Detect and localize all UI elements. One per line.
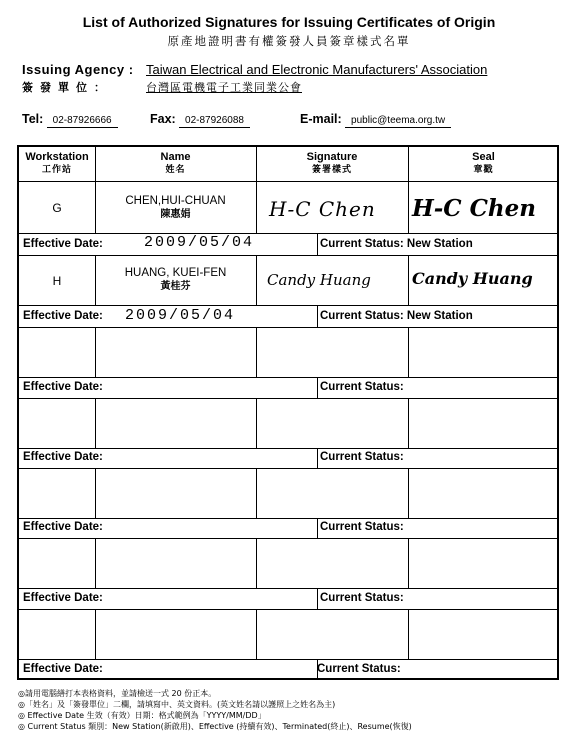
agency-label-zh: 簽發單位： bbox=[22, 81, 112, 94]
seal-huang: Candy Huang bbox=[412, 269, 533, 288]
col-divider bbox=[256, 327, 257, 377]
name-en-chen: CHEN,HUI-CHUAN bbox=[125, 195, 226, 207]
col-divider bbox=[95, 538, 96, 588]
agency-label-en: Issuing Agency : bbox=[22, 62, 134, 77]
col-divider bbox=[408, 609, 409, 659]
col-divider bbox=[256, 538, 257, 588]
signature-huang: Candy Huang bbox=[267, 271, 371, 289]
header-name bbox=[95, 151, 256, 177]
header-workstation bbox=[19, 151, 95, 177]
seal-chen: H-C Chen bbox=[412, 195, 536, 222]
agency-value-en: Taiwan Electrical and Electronic Manufacturers' Association bbox=[146, 62, 488, 77]
row-divider bbox=[19, 588, 557, 589]
current-status-huang bbox=[320, 310, 473, 322]
col-divider bbox=[256, 398, 257, 448]
email-label: E-mail: bbox=[300, 112, 342, 126]
instruction-notes bbox=[18, 688, 412, 732]
effective-date-huang: 2009/05/04 bbox=[125, 307, 236, 324]
header-workstation-zh: 工作站 bbox=[41, 165, 72, 175]
tel-block bbox=[22, 112, 118, 128]
tel-label: Tel: bbox=[22, 112, 44, 126]
col-divider bbox=[95, 327, 96, 377]
row-divider bbox=[19, 233, 557, 234]
col-divider bbox=[256, 468, 257, 518]
fax-value: 02-87926088 bbox=[179, 115, 250, 128]
email-value: public@teema.org.tw bbox=[345, 115, 451, 128]
status-divider bbox=[317, 518, 318, 538]
current-status-chen bbox=[320, 238, 473, 250]
effective-date-label: Effective Date: bbox=[23, 381, 103, 393]
effective-date-label: Effective Date: bbox=[23, 521, 103, 533]
tel-value: 02-87926666 bbox=[47, 115, 118, 128]
name-zh-huang: 黃桂芬 bbox=[160, 281, 191, 292]
name-en-huang: HUANG, KUEI-FEN bbox=[124, 267, 227, 279]
note-line: ◎請用電腦繕打本表格資料，並請檢送一式 20 份正本。 bbox=[18, 689, 217, 698]
header-signature-en: Signature bbox=[306, 151, 358, 163]
status-divider bbox=[317, 377, 318, 398]
current-status-label: Current Status: bbox=[320, 592, 404, 604]
current-status-value: New Station bbox=[406, 238, 473, 250]
header-name-zh: 姓名 bbox=[165, 165, 186, 175]
effective-date-label: Effective Date: bbox=[23, 310, 103, 322]
name-zh-chen: 陳惠娟 bbox=[160, 209, 191, 220]
row-divider bbox=[19, 255, 557, 256]
header-seal-zh: 章戳 bbox=[473, 165, 494, 175]
status-divider bbox=[317, 305, 318, 327]
status-divider bbox=[317, 233, 318, 255]
current-status-label: Current Status: bbox=[320, 381, 404, 393]
header-signature bbox=[256, 151, 408, 177]
agency-row-en bbox=[22, 62, 487, 77]
current-status-label: Current Status: bbox=[320, 521, 404, 533]
row-divider bbox=[19, 468, 557, 469]
col-divider bbox=[408, 327, 409, 377]
effective-date-chen: 2009/05/04 bbox=[144, 234, 255, 251]
name-cell-huang bbox=[95, 266, 256, 294]
col-divider bbox=[95, 398, 96, 448]
header-workstation-en: Workstation bbox=[25, 151, 89, 163]
row-divider bbox=[19, 327, 557, 328]
agency-value-zh: 台灣區電機電子工業同業公會 bbox=[146, 81, 302, 94]
name-cell-chen bbox=[95, 194, 256, 222]
row-divider bbox=[19, 305, 557, 306]
header-seal-en: Seal bbox=[472, 151, 495, 163]
effective-date-label: Effective Date: bbox=[23, 663, 103, 675]
col-divider bbox=[408, 468, 409, 518]
row-divider bbox=[19, 538, 557, 539]
current-status-label: Current Status: bbox=[320, 451, 404, 463]
col-divider bbox=[256, 609, 257, 659]
note-line: ◎ Effective Date 生效（有效）日期：格式範例為「YYYY/MM/DD」 bbox=[18, 711, 266, 720]
row-divider bbox=[19, 518, 557, 519]
workstation-cell-g: G bbox=[52, 201, 62, 215]
signature-table bbox=[17, 145, 559, 680]
status-divider bbox=[317, 448, 318, 468]
row-divider bbox=[19, 398, 557, 399]
email-block bbox=[300, 112, 451, 128]
agency-row-zh bbox=[22, 79, 302, 95]
row-divider bbox=[19, 181, 557, 182]
current-status-label: Current Status: bbox=[320, 310, 404, 322]
fax-label: Fax: bbox=[150, 112, 176, 126]
row-divider bbox=[19, 448, 557, 449]
effective-date-label: Effective Date: bbox=[23, 238, 103, 250]
form-title-en: List of Authorized Signatures for Issuing Certificates of Origin bbox=[82, 14, 496, 30]
signature-chen: H-C Chen bbox=[269, 197, 376, 221]
header-signature-zh: 簽署樣式 bbox=[311, 165, 352, 175]
current-status-value: New Station bbox=[406, 310, 473, 322]
note-line: ◎「姓名」及「簽發單位」二欄，請填寫中、英文資料。(英文姓名請以護照上之姓名為主) bbox=[18, 700, 336, 709]
header-seal bbox=[408, 151, 559, 177]
current-status-label: Current Status: bbox=[320, 238, 404, 250]
col-divider bbox=[95, 468, 96, 518]
col-divider bbox=[408, 538, 409, 588]
col-divider bbox=[408, 398, 409, 448]
row-divider bbox=[19, 659, 557, 660]
effective-date-label: Effective Date: bbox=[23, 592, 103, 604]
col-divider bbox=[408, 255, 409, 305]
form-title-zh: 原產地證明書有權簽發人員簽章樣式名單 bbox=[167, 34, 411, 48]
workstation-cell-h: H bbox=[52, 274, 62, 288]
status-divider bbox=[317, 588, 318, 609]
col-divider bbox=[256, 255, 257, 305]
current-status-label: Current Status: bbox=[317, 663, 401, 675]
header-name-en: Name bbox=[160, 151, 191, 163]
note-line: ◎ Current Status 類別：New Station(新啟用)、Effective (持續有效)、Terminated(終止)、Resume(恢復) bbox=[18, 722, 412, 731]
effective-date-label: Effective Date: bbox=[23, 451, 103, 463]
col-divider bbox=[95, 609, 96, 659]
row-divider bbox=[19, 609, 557, 610]
fax-block bbox=[150, 112, 250, 128]
row-divider bbox=[19, 377, 557, 378]
